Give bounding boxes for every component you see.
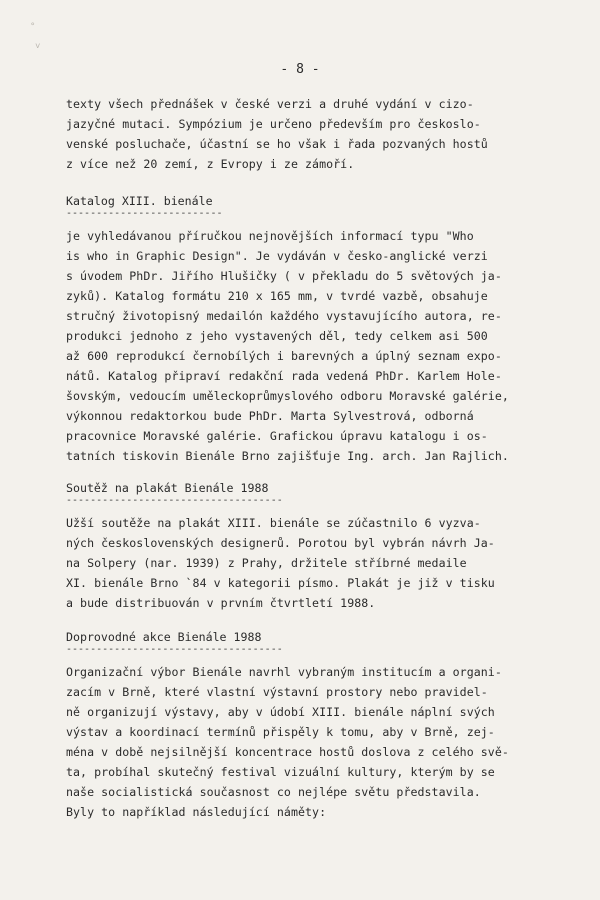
- text-line: XI. bienále Brno `84 v kategorii písmo. Plakát je již v tisku: [66, 576, 495, 590]
- text-line: ta, probíhal skutečný festival vizuální kultury, kterým by se: [66, 765, 495, 779]
- section-doprovodne-akce: [66, 628, 566, 822]
- text-line: na Solpery (nar. 1939) z Prahy, držitele stříbrné medaile: [66, 556, 467, 570]
- text-line: jazyčné mutaci. Sympózium je určeno především pro českoslo-: [66, 117, 481, 131]
- text-line: stručný životopisný medailón každého vystavujícího autora, re-: [66, 309, 502, 323]
- text-line: Užší soutěže na plakát XIII. bienále se zúčastnilo 6 vyzva-: [66, 516, 481, 530]
- text-line: a bude distribuován v prvním čtvrtletí 1988.: [66, 596, 376, 610]
- section-heading: Katalog XIII. bienále: [66, 194, 213, 208]
- text-line: nátů. Katalog připraví redakční rada vedená PhDr. Karlem Hole-: [66, 369, 502, 383]
- text-line: až 600 reprodukcí černobílých i barevných a úplný seznam expo-: [66, 349, 502, 363]
- section-soutez: [66, 479, 566, 613]
- heading-underline: --------------------------: [66, 210, 223, 218]
- text-line: ných československých designerů. Porotou byl vybrán návrh Ja-: [66, 536, 495, 550]
- text-line: z více než 20 zemí, z Evropy i ze zámoří.: [66, 157, 355, 171]
- margin-mark: °: [30, 22, 36, 32]
- text-line: tatních tiskovin Bienále Brno zajišťuje Ing. arch. Jan Rajlich.: [66, 449, 509, 463]
- heading-underline: ------------------------------------: [66, 646, 283, 654]
- margin-mark: ˅: [35, 42, 41, 52]
- text-line: zyků). Katalog formátu 210 x 165 mm, v tvrdé vazbě, obsahuje: [66, 289, 488, 303]
- text-line: výkonnou redaktorkou bude PhDr. Marta Sylvestrová, odborná: [66, 409, 474, 423]
- heading-underline: ------------------------------------: [66, 497, 283, 505]
- page-number: - 8 -: [280, 62, 320, 77]
- section-heading: Doprovodné akce Bienále 1988: [66, 630, 262, 644]
- text-line: výstav a koordinací termínů přispěly k tomu, aby v Brně, zej-: [66, 725, 495, 739]
- section-heading: Soutěž na plakát Bienále 1988: [66, 481, 269, 495]
- text-line: texty všech přednášek v české verzi a druhé vydání v cizo-: [66, 97, 474, 111]
- text-line: šovským, vedoucím uměleckoprůmyslového odboru Moravské galérie,: [66, 389, 509, 403]
- text-line: is who in Graphic Design". Je vydáván v česko-anglické verzi: [66, 249, 488, 263]
- text-line: naše socialistická současnost co nejlépe světu představila.: [66, 785, 481, 799]
- text-line: ně organizují výstavy, aby v údobí XIII. bienále náplní svých: [66, 705, 495, 719]
- text-line: venské posluchače, účastní se ho však i řada pozvaných hostů: [66, 137, 488, 151]
- text-line: zacím v Brně, které vlastní výstavní prostory nebo pravidel-: [66, 685, 488, 699]
- text-line: s úvodem PhDr. Jiřího Hlušičky ( v překladu do 5 světových ja-: [66, 269, 502, 283]
- section-katalog: [66, 192, 566, 466]
- text-line: pracovnice Moravské galérie. Grafickou úpravu katalogu i os-: [66, 429, 488, 443]
- text-line: ména v době nejsilnější koncentrace hostů doslova z celého svě-: [66, 745, 509, 759]
- text-line: Organizační výbor Bienále navrhl vybraným institucím a organi-: [66, 665, 502, 679]
- intro-paragraph: [66, 94, 566, 174]
- text-line: je vyhledávanou příručkou nejnovějších informací typu "Who: [66, 229, 474, 243]
- text-line: produkci jednoho z jeho vystavených děl, tedy celkem asi 500: [66, 329, 488, 343]
- text-line: Byly to například následující náměty:: [66, 805, 327, 819]
